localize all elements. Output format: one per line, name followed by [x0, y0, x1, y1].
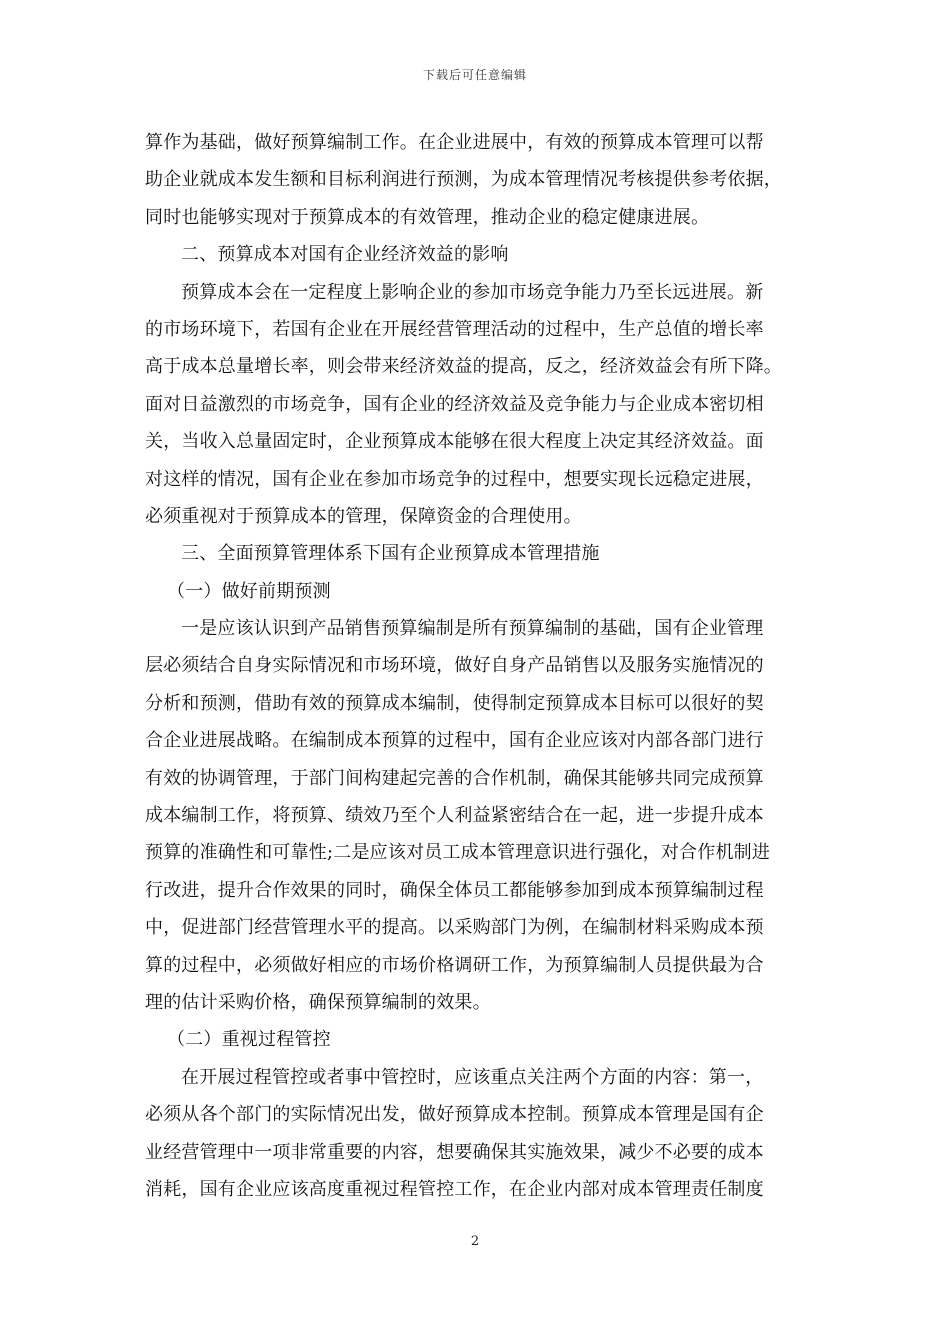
paragraph-line: 高于成本总量增长率，则会带来经济效益的提高，反之，经济效益会有所下降。: [145, 356, 782, 378]
page-header: 下载后可任意编辑: [422, 68, 527, 82]
document-body: [145, 124, 810, 1208]
paragraph-line: 必须从各个部门的实际情况出发，做好预算成本控制。预算成本管理是国有企: [145, 1104, 764, 1126]
paragraph-line: 关，当收入总量固定时，企业预算成本能够在很大程度上决定其经济效益。面: [145, 431, 764, 453]
paragraph-line: 一是应该认识到产品销售预算编制是所有预算编制的基础，国有企业管理: [181, 618, 764, 640]
paragraph-line: 理的估计采购价格，确保预算编制的效果。: [145, 991, 491, 1013]
subsection-heading: （二）重视过程管控: [167, 1029, 331, 1051]
paragraph-line: 业经营管理中一项非常重要的内容，想要确保其实施效果，减少不必要的成本: [145, 1141, 764, 1163]
paragraph-line: 算的过程中，必须做好相应的市场价格调研工作，为预算编制人员提供最为合: [145, 954, 764, 976]
paragraph-line: 在开展过程管控或者事中管控时，应该重点关注两个方面的内容：第一，: [181, 1066, 764, 1088]
paragraph-line: 有效的协调管理，于部门间构建起完善的合作机制，确保其能够共同完成预算: [145, 767, 764, 789]
paragraph-line: 面对日益激烈的市场竞争，国有企业的经济效益及竞争能力与企业成本密切相: [145, 393, 764, 415]
section-heading: 二、预算成本对国有企业经济效益的影响: [181, 244, 509, 266]
paragraph-line: 算作为基础，做好预算编制工作。在企业进展中，有效的预算成本管理可以帮: [145, 132, 764, 153]
paragraph-line: 行改进，提升合作效果的同时，确保全体员工都能够参加到成本预算编制过程: [145, 879, 764, 901]
paragraph-line: 层必须结合自身实际情况和市场环境，做好自身产品销售以及服务实施情况的: [145, 655, 764, 677]
paragraph-line: 成本编制工作，将预算、绩效乃至个人利益紧密结合在一起，进一步提升成本: [145, 805, 764, 827]
paragraph-line: 同时也能够实现对于预算成本的有效管理，推动企业的稳定健康进展。: [145, 206, 710, 228]
paragraph-line: 对这样的情况，国有企业在参加市场竞争的过程中，想要实现长远稳定进展，: [145, 468, 764, 490]
section-heading: 三、全面预算管理体系下国有企业预算成本管理措施: [181, 543, 600, 565]
paragraph-line: 分析和预测，借助有效的预算成本编制，使得制定预算成本目标可以很好的契: [145, 692, 764, 714]
paragraph-line: 的市场环境下，若国有企业在开展经营管理活动的过程中，生产总值的增长率: [145, 318, 764, 340]
page-number: 2: [470, 1234, 480, 1249]
paragraph-line: 预算的准确性和可靠性;二是应该对员工成本管理意识进行强化，对合作机制进: [145, 842, 771, 864]
subsection-heading: （一）做好前期预测: [167, 580, 331, 602]
paragraph-line: 中，促进部门经营管理水平的提高。以采购部门为例，在编制材料采购成本预: [145, 917, 764, 939]
paragraph-line: 消耗，国有企业应该高度重视过程管控工作，在企业内部对成本管理责任制度: [145, 1178, 764, 1200]
paragraph-line: 助企业就成本发生额和目标利润进行预测，为成本管理情况考核提供参考依据，: [145, 169, 782, 191]
paragraph-line: 合企业进展战略。在编制成本预算的过程中，国有企业应该对内部各部门进行: [145, 730, 764, 752]
paragraph-line: 必须重视对于预算成本的管理，保障资金的合理使用。: [145, 505, 582, 527]
paragraph-line: 预算成本会在一定程度上影响企业的参加市场竞争能力乃至长远进展。新: [181, 281, 764, 303]
